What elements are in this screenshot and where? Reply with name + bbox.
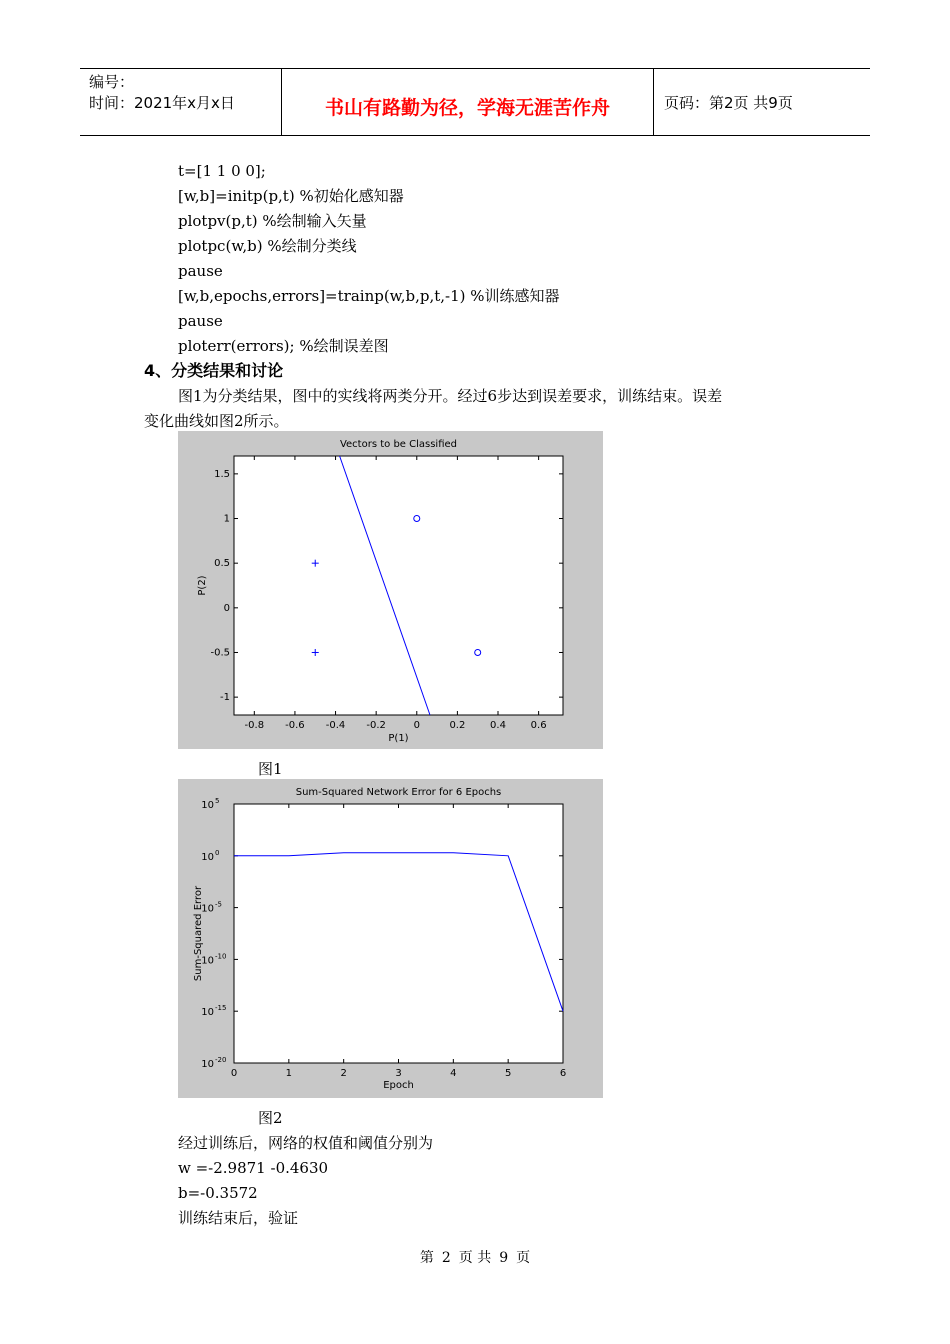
section-heading: 4、分类结果和讨论 bbox=[144, 361, 284, 380]
figure-2 bbox=[178, 779, 603, 1098]
header-motto: 书山有路勤为径，学海无涯苦作舟 bbox=[282, 69, 654, 135]
y-tick-label: 10 bbox=[201, 1059, 214, 1070]
x-tick-label: 0.6 bbox=[530, 720, 547, 731]
x-tick-label: 5 bbox=[504, 1068, 512, 1079]
y-tick-exponent: -5 bbox=[215, 900, 222, 909]
chart-title: Vectors to be Classified bbox=[339, 439, 458, 450]
y-tick-label: 1.5 bbox=[214, 468, 230, 480]
x-tick-label: 3 bbox=[395, 1068, 402, 1079]
y-tick-label: -1 bbox=[220, 692, 230, 704]
header-page-label: 页码：第2页 共9页 bbox=[664, 93, 793, 112]
y-tick-label: -0.5 bbox=[210, 647, 230, 659]
paragraph-line: 图1为分类结果，图中的实线将两类分开。经过6步达到误差要求，训练结束。误差 bbox=[178, 387, 723, 405]
y-tick-exponent: -20 bbox=[215, 1056, 227, 1064]
x-tick-label: -0.2 bbox=[366, 720, 386, 731]
x-axis-label: Epoch bbox=[383, 1080, 414, 1091]
y-tick-label: 0.5 bbox=[214, 558, 230, 570]
x-tick-label: 0 bbox=[230, 1068, 238, 1079]
header-table bbox=[80, 68, 870, 136]
number-label: 编号： bbox=[89, 73, 135, 91]
y-tick-label: 10 bbox=[201, 1007, 214, 1019]
code-line: pause bbox=[178, 312, 223, 330]
chart-title: Sum-Squared Network Error for 6 Epochs bbox=[295, 787, 502, 798]
x-tick-label: 1 bbox=[285, 1068, 293, 1079]
y-tick-label: 1 bbox=[223, 513, 230, 525]
y-tick-exponent: -10 bbox=[215, 952, 227, 961]
x-tick-label: 4 bbox=[450, 1068, 457, 1079]
result-line: 训练结束后，验证 bbox=[178, 1209, 299, 1227]
y-tick-exponent: -15 bbox=[215, 1004, 227, 1013]
result-line: 经过训练后，网络的权值和阈值分别为 bbox=[178, 1134, 434, 1152]
y-tick-exponent: 0 bbox=[215, 848, 220, 857]
x-tick-label: 6 bbox=[559, 1068, 567, 1079]
code-line: pause bbox=[178, 262, 223, 280]
y-axis-label: Sum-Squared Error bbox=[193, 885, 204, 982]
figure-1-caption: 图1 bbox=[258, 760, 283, 778]
y-tick-label: 10 bbox=[201, 955, 214, 967]
figure-2-caption: 图2 bbox=[258, 1109, 283, 1127]
x-tick-label: 0.4 bbox=[490, 720, 506, 731]
code-line: [w,b,epochs,errors]=trainp(w,b,p,t,-1) %训练感知器 bbox=[178, 287, 560, 305]
figure-1 bbox=[178, 431, 603, 749]
y-tick-label: 10 bbox=[201, 800, 214, 811]
footer-suffix: 页 bbox=[516, 1250, 531, 1266]
x-tick-label: -0.8 bbox=[244, 720, 265, 731]
footer-mid: 页 共 bbox=[458, 1250, 492, 1266]
x-tick-label: -0.4 bbox=[325, 720, 346, 731]
footer-total: 9 bbox=[499, 1250, 509, 1266]
plot-area bbox=[234, 804, 563, 1063]
y-axis-label: P(2) bbox=[197, 575, 208, 596]
x-axis-label: P(1) bbox=[388, 733, 409, 744]
code-line: plotpc(w,b) %绘制分类线 bbox=[178, 237, 357, 255]
result-line: b=-0.3572 bbox=[178, 1184, 258, 1202]
header-info-cell bbox=[80, 69, 282, 135]
classification-chart bbox=[178, 431, 603, 749]
y-tick-label: 10 bbox=[201, 851, 214, 863]
result-line: w =-2.9871 -0.4630 bbox=[178, 1159, 329, 1177]
code-line: t=[1 1 0 0]; bbox=[178, 162, 266, 180]
y-tick-label: 0 bbox=[223, 602, 230, 614]
footer-page: 2 bbox=[441, 1250, 451, 1266]
paragraph-line: 变化曲线如图2所示。 bbox=[144, 412, 289, 430]
footer-prefix: 第 bbox=[419, 1250, 434, 1266]
page-footer bbox=[0, 1247, 950, 1267]
plot-area bbox=[234, 456, 563, 715]
x-tick-label: 2 bbox=[340, 1068, 347, 1079]
error-chart bbox=[178, 779, 603, 1098]
y-tick-exponent: 5 bbox=[215, 797, 220, 805]
code-line: [w,b]=initp(p,t) %初始化感知器 bbox=[178, 187, 404, 205]
code-line: ploterr(errors); %绘制误差图 bbox=[178, 337, 389, 355]
x-tick-label: 0 bbox=[413, 720, 420, 731]
x-tick-label: -0.6 bbox=[285, 720, 305, 731]
code-line: plotpv(p,t) %绘制输入矢量 bbox=[178, 212, 367, 230]
date-label: 时间：2021年x月x日 bbox=[89, 94, 235, 112]
y-tick-label: 10 bbox=[201, 903, 214, 915]
x-tick-label: 0.2 bbox=[449, 720, 466, 731]
